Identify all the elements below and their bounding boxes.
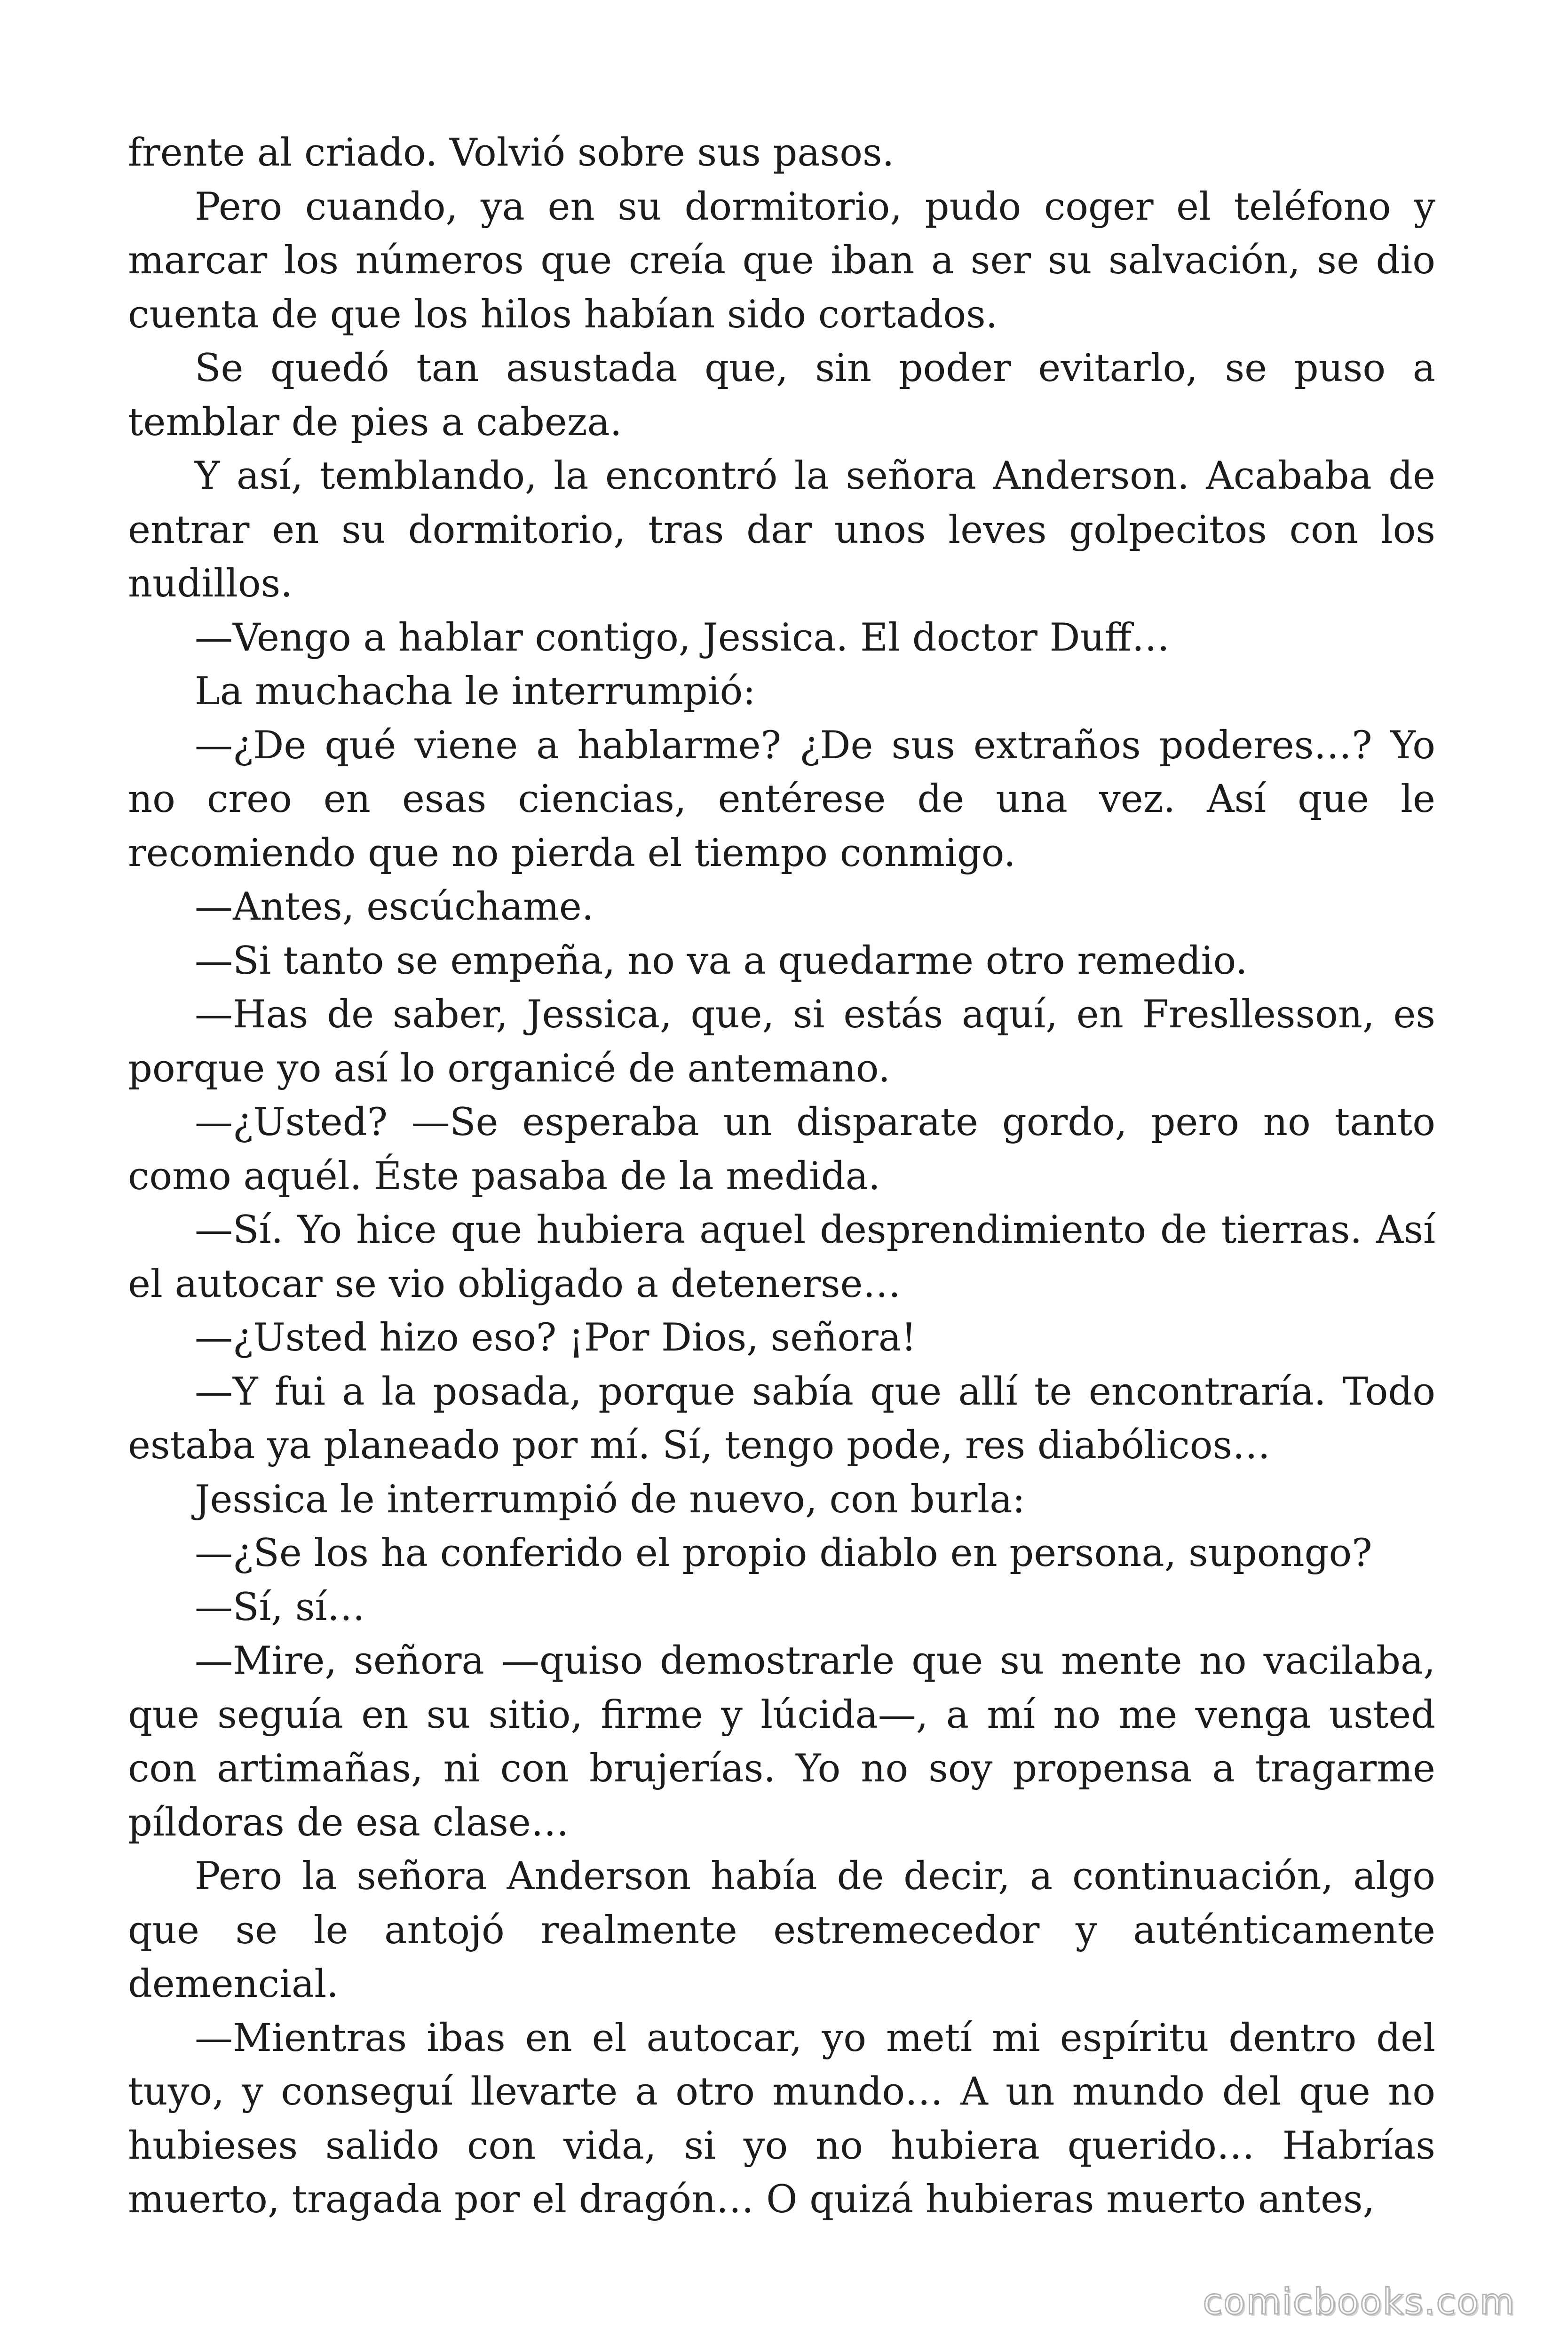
dialogue-line: —¿Se los ha conferido el propio diablo en persona, supongo? — [195, 1531, 1372, 1575]
paragraph: La muchacha le interrumpió: — [195, 669, 756, 714]
dialogue-line: —¿Usted? —Se esperaba un disparate gordo, pero no tanto como aquél. Éste pasaba de la medida. — [128, 1100, 1435, 1199]
paragraph: Pero la señora Anderson había de decir, a continuación, algo que se le antojó realmente estremecedor y auténticamente demencial. — [128, 1854, 1435, 2006]
dialogue-line: —Sí, sí… — [195, 1585, 365, 1629]
paragraph: frente al criado. Volvió sobre sus pasos. — [128, 131, 895, 175]
watermark-logo: comicbooks.com — [1203, 2280, 1515, 2322]
paragraph: Y así, temblando, la encontró la señora Anderson. Acababa de entrar en su dormitorio, tras dar unos leves golpecitos con los nudillos. — [128, 454, 1435, 606]
paragraph: Se quedó tan asustada que, sin poder evitarlo, se puso a temblar de pies a cabeza. — [128, 346, 1435, 445]
dialogue-line: —Sí. Yo hice que hubiera aquel desprendimiento de tierras. Así el autocar se vio obligado a detenerse… — [128, 1208, 1435, 1306]
dialogue-line: —Has de saber, Jessica, que, si estás aquí, en Fresllesson, es porque yo así lo organicé de antemano. — [128, 993, 1435, 1091]
dialogue-line: —Si tanto se empeña, no va a quedarme otro remedio. — [195, 938, 1248, 983]
page-text-body — [128, 126, 1435, 2227]
dialogue-line: —Antes, escúchame. — [195, 885, 594, 929]
dialogue-line: —Y fui a la posada, porque sabía que allí te encontraría. Todo estaba ya planeado por mí. Sí, tengo pode, res diabólicos… — [128, 1369, 1435, 1468]
dialogue-line: —Mire, señora —quiso demostrarle que su mente no vacilaba, que seguía en su sitio, firme y lúcida—, a mí no me venga usted con artimañas, ni con brujerías. Yo no soy propensa a tragarme píldoras de esa clase… — [128, 1639, 1435, 1845]
paragraph: Pero cuando, ya en su dormitorio, pudo coger el teléfono y marcar los números que creía que iban a ser su salvación, se dio cuenta de que los hilos habían sido cortados. — [128, 184, 1435, 337]
dialogue-line: —Mientras ibas en el autocar, yo metí mi espíritu dentro del tuyo, y conseguí llevarte a otro mundo… A un mundo del que no hubieses salido con vida, si yo no hubiera querido… Habrías muerto, tragada por el dragón… O quizá hubieras muerto antes, — [128, 2016, 1435, 2222]
dialogue-line: —Vengo a hablar contigo, Jessica. El doctor Duff… — [195, 615, 1170, 660]
paragraph: Jessica le interrumpió de nuevo, con burla: — [195, 1477, 1025, 1522]
dialogue-line: —¿Usted hizo eso? ¡Por Dios, señora! — [195, 1316, 917, 1360]
dialogue-line: —¿De qué viene a hablarme? ¿De sus extraños poderes…? Yo no creo en esas ciencias, entérese de una vez. Así que le recomiendo que no pierda el tiempo conmigo. — [128, 723, 1435, 875]
